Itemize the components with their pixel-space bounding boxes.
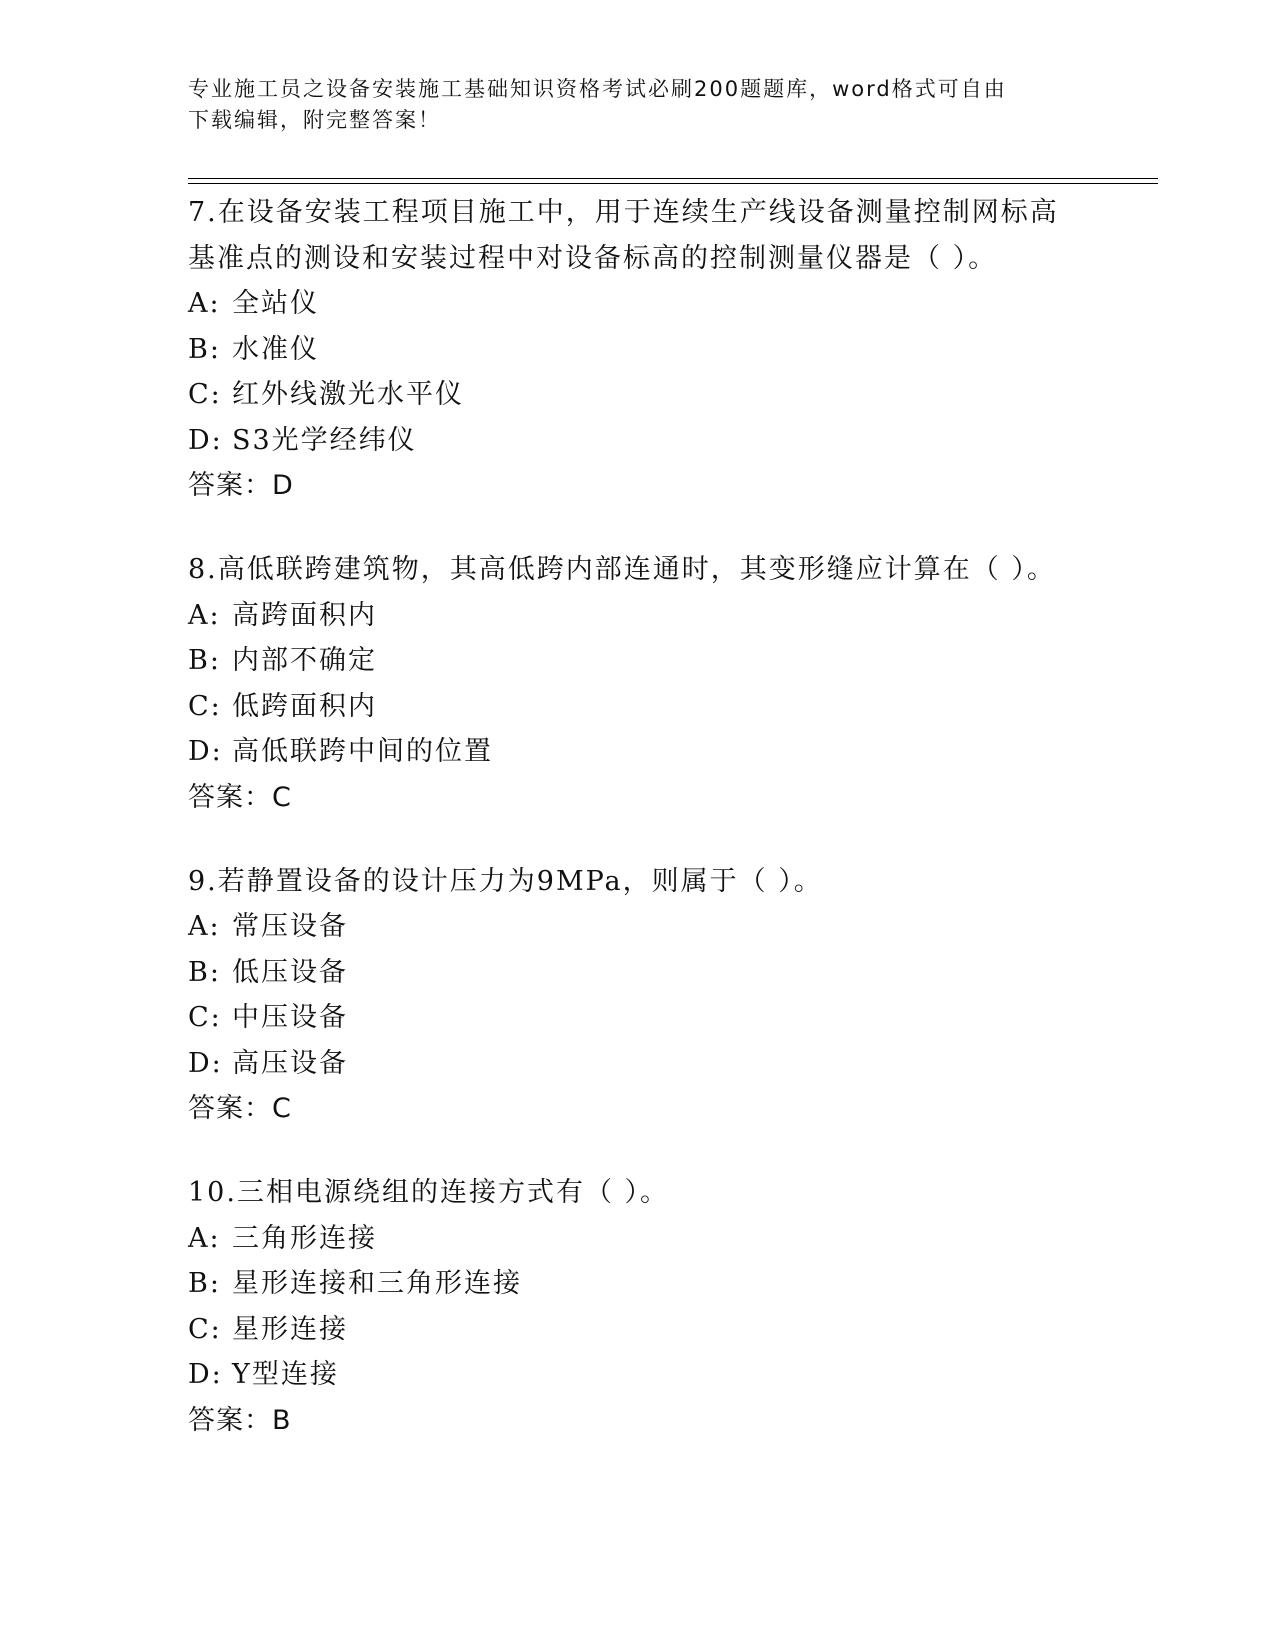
answer-label: 答案：B	[188, 1404, 292, 1436]
option-text: 中压设备	[232, 1002, 348, 1033]
question-text-line: 10.三相电源绕组的连接方式有（ ）。	[188, 1177, 670, 1208]
option-text: 常压设备	[232, 911, 348, 942]
option-letter: D:	[188, 1359, 223, 1390]
option-text: 高压设备	[232, 1047, 348, 1079]
question-text-line: 基准点的测设和安装过程中对设备标高的控制测量仪器是（ ）。	[188, 242, 998, 274]
option-letter: B:	[188, 333, 221, 365]
question-list	[188, 190, 1188, 1482]
option-a	[188, 281, 1188, 327]
question-text-line: 7.在设备安装工程项目施工中，用于连续生产线设备测量控制网标高	[188, 197, 1059, 228]
option-text: 三角形连接	[232, 1222, 377, 1254]
option-letter: D:	[188, 424, 223, 456]
option-b	[188, 1261, 1188, 1307]
answer-label: 答案：C	[188, 1093, 292, 1124]
header-divider-top	[188, 178, 1158, 179]
header-line-2: 下载编辑，附完整答案！	[188, 108, 441, 132]
option-text: 水准仪	[232, 333, 319, 365]
option-letter: B:	[188, 956, 221, 988]
question-text-line: 8.高低联跨建筑物，其高低跨内部连通时，其变形缝应计算在（ ）。	[188, 554, 1056, 585]
document-header	[188, 74, 1088, 136]
header-divider-bottom	[188, 183, 1158, 184]
option-letter: A:	[188, 288, 221, 319]
option-a	[188, 593, 1188, 639]
option-a	[188, 1216, 1188, 1262]
question-9	[188, 859, 1188, 1133]
option-text: 星形连接	[232, 1313, 348, 1345]
option-letter: D:	[188, 736, 223, 767]
option-letter: C:	[188, 379, 222, 410]
option-letter: C:	[188, 1002, 222, 1033]
option-d	[188, 1041, 1188, 1087]
option-letter: C:	[188, 690, 222, 722]
option-text: 高跨面积内	[232, 599, 377, 631]
option-a	[188, 904, 1188, 950]
option-text: 高低联跨中间的位置	[232, 736, 493, 767]
header-line-1: 专业施工员之设备安装施工基础知识资格考试必刷200题题库，word格式可自由	[188, 77, 1007, 101]
option-text: 低压设备	[232, 956, 348, 988]
question-text-line: 9.若静置设备的设计压力为9MPa，则属于（ ）。	[188, 865, 823, 897]
question-7	[188, 190, 1188, 509]
option-letter: D:	[188, 1047, 223, 1079]
option-letter: B:	[188, 1268, 221, 1299]
option-b	[188, 950, 1188, 996]
question-10	[188, 1170, 1188, 1444]
option-d	[188, 1352, 1188, 1398]
answer-label: 答案：D	[188, 470, 294, 501]
option-text: 全站仪	[232, 288, 319, 319]
answer-label: 答案：C	[188, 781, 292, 813]
option-text: S3光学经纬仪	[232, 424, 417, 456]
option-letter: B:	[188, 645, 221, 676]
option-b	[188, 638, 1188, 684]
question-8	[188, 547, 1188, 821]
option-letter: A:	[188, 911, 221, 942]
option-letter: C:	[188, 1313, 222, 1345]
option-text: 红外线激光水平仪	[232, 379, 464, 410]
option-text: Y型连接	[232, 1359, 339, 1390]
option-c	[188, 1307, 1188, 1353]
option-letter: A:	[188, 1222, 221, 1254]
option-d	[188, 418, 1188, 464]
option-letter: A:	[188, 599, 221, 631]
option-c	[188, 995, 1188, 1041]
option-text: 内部不确定	[232, 645, 377, 676]
option-c	[188, 372, 1188, 418]
option-text: 星形连接和三角形连接	[232, 1268, 522, 1299]
option-b	[188, 327, 1188, 373]
option-d	[188, 729, 1188, 775]
option-text: 低跨面积内	[232, 690, 377, 722]
option-c	[188, 684, 1188, 730]
